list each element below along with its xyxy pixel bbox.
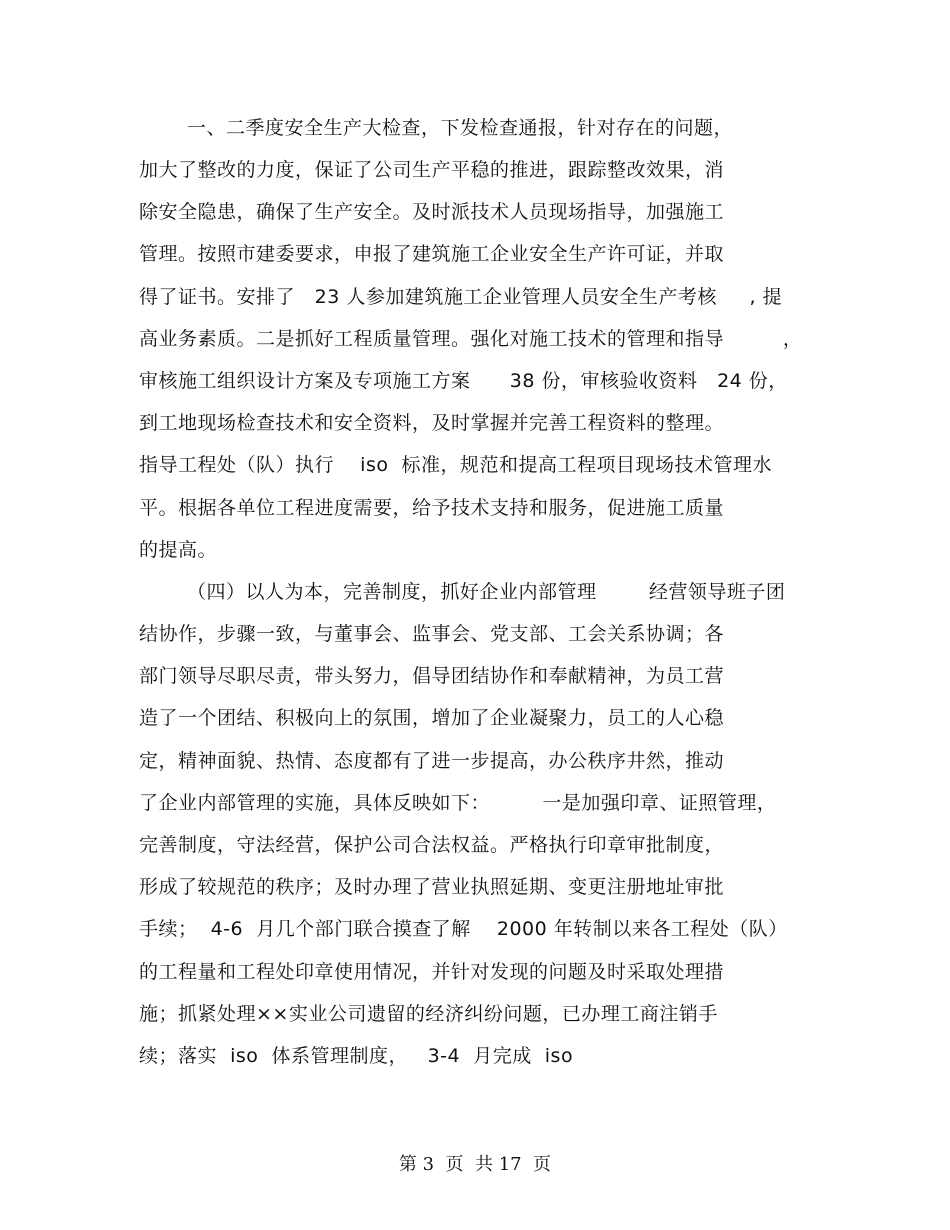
text-line: 的提高。 (139, 539, 218, 561)
text-line: 指导工程处（队）执行 iso 标准，规范和提高工程项目现场技术管理水 (139, 454, 773, 476)
text-line: 了企业内部管理的实施，具体反映如下： 一是加强印章、证照管理， (139, 792, 777, 814)
text-line: 审核施工组织设计方案及专项施工方案 38 份，审核验收资料 24 份， (139, 370, 788, 392)
text-line: 加大了整改的力度，保证了公司生产平稳的推进，跟踪整改效果，消 (139, 159, 725, 181)
text-line: 部门领导尽职尽责，带头努力，倡导团结协作和奉献精神，为员工营 (139, 665, 725, 687)
text-line: 续；落实 iso 体系管理制度， 3-4 月完成 iso (139, 1045, 574, 1067)
text-line: 平。根据各单位工程进度需要，给予技术支持和服务，促进施工质量 (139, 497, 725, 519)
text-line: 到工地现场检查技术和安全资料，及时掌握并完善工程资料的整理。 (139, 412, 725, 434)
text-line: 手续； 4-6 月几个部门联合摸查了解 2000 年转制以来各工程处（队） (139, 918, 788, 940)
text-line: （四）以人为本，完善制度，抓好企业内部管理 经营领导班子团 (187, 581, 786, 603)
text-line: 定，精神面貌、热情、态度都有了进一步提高，办公秩序井然，推动 (139, 750, 725, 772)
text-line: 管理。按照市建委要求，申报了建筑施工企业安全生产许可证，并取 (139, 243, 725, 265)
text-line: 的工程量和工程处印章使用情况，并针对发现的问题及时采取处理措 (139, 961, 725, 983)
text-line: 形成了较规范的秩序；及时办理了营业执照延期、变更注册地址审批 (139, 876, 725, 898)
text-line: 造了一个团结、积极向上的氛围，增加了企业凝聚力，员工的人心稳 (139, 707, 725, 729)
text-line: 结协作，步骤一致，与董事会、监事会、党支部、工会关系协调；各 (139, 623, 725, 645)
text-line: 完善制度，守法经营，保护公司合法权益。严格执行印章审批制度， (139, 834, 725, 856)
page-number-footer: 第 3 页 共 17 页 (398, 1154, 552, 1175)
text-line: 除安全隐患，确保了生产安全。及时派技术人员现场指导，加强施工 (139, 201, 725, 223)
text-line: 得了证书。安排了 23 人参加建筑施工企业管理人员安全生产考核 , 提 (139, 286, 783, 308)
text-line: 一、二季度安全生产大检查，下发检查通报，针对存在的问题， (187, 117, 734, 139)
text-line: 施；抓紧处理××实业公司遗留的经济纠纷问题，已办理工商注销手 (139, 1003, 718, 1025)
text-line: 高业务素质。二是抓好工程质量管理。强化对施工技术的管理和指导 ， (139, 328, 803, 350)
